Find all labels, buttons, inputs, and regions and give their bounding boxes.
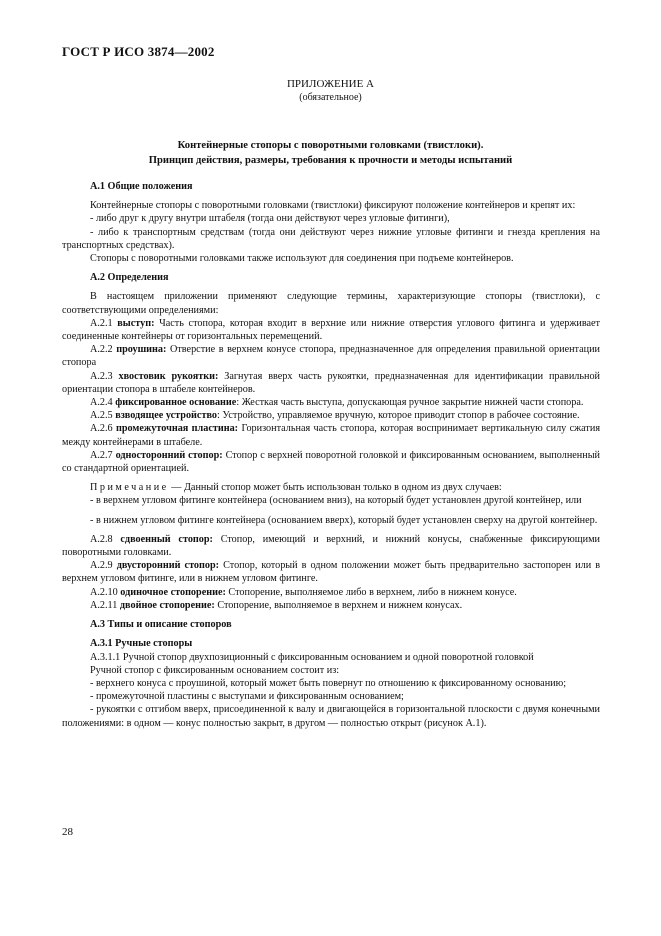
definition-a2-11: А.2.11 двойное стопорение: Стопорение, выполняемое в верхнем и нижнем конусах.	[90, 599, 463, 611]
definition-a2-8: А.2.8 сдвоенный стопор: Стопор, имеющий и верхний, и нижний конусы, снабженные фиксирующими поворотными головками.	[62, 533, 600, 559]
definition-a2-6: А.2.6 промежуточная пластина: Горизонтальная часть стопора, которая воспринимает вертикальную силу сжатия между контейнерами в штабеле.	[62, 423, 601, 448]
paragraph: Стопоры с поворотными головками также используют для соединения при подъеме контейнеров.	[90, 253, 514, 265]
page-number: 28	[62, 826, 73, 838]
section-heading-a2: А.2 Определения	[90, 272, 169, 284]
note: Примечание — Данный стопор может быть использован только в одном из двух случаев:	[90, 482, 502, 494]
definition-a2-4: А.2.4 фиксированное основание: Жесткая часть выступа, допускающая ручное закрытие нижней части стопора.	[90, 397, 584, 409]
note-list-item: - в нижнем угловом фитинге контейнера (основанием вверх), который будет установлен сверху на другой контейнер.	[90, 514, 598, 526]
document-title-line1: Контейнерные стопоры с поворотными головками (твистлоки).	[177, 140, 484, 151]
paragraph: Ручной стопор с фиксированным основанием состоит из:	[90, 664, 340, 676]
paragraph: Контейнерные стопоры с поворотными головками (твистлоки) фиксируют положение контейнеров и крепят их:	[90, 200, 576, 212]
definition-a2-10: А.2.10 одиночное стопорение: Стопорение, выполняемое либо в верхнем, либо в нижнем конусе.	[90, 586, 517, 598]
standard-header: ГОСТ Р ИСО 3874—2002	[62, 44, 215, 59]
subsection-heading-a3-1: А.3.1 Ручные стопоры	[90, 638, 193, 650]
definition-a2-5: А.2.5 взводящее устройство: Устройство, управляемое вручную, которое приводит стопор в рабочее состояние.	[90, 410, 580, 422]
definition-a2-9: А.2.9 двусторонний стопор: Стопор, который в одном положении может быть предварительно застопорен или в верхнем угловом фитинге, или в нижнем угловом фитинге.	[62, 560, 600, 585]
appendix-status: (обязательное)	[299, 92, 362, 103]
paragraph: А.3.1.1 Ручной стопор двухпозиционный с фиксированным основанием и одной поворотной головкой	[90, 651, 534, 663]
paragraph: В настоящем приложении применяют следующие термины, характеризующие стопоры (твистлоки), с соответствующими определениями:	[62, 291, 600, 316]
list-item: - верхнего конуса с проушиной, который может быть повернут по отношению к фиксированному основанию;	[90, 677, 567, 689]
note-list-item: - в верхнем угловом фитинге контейнера (основанием вниз), на который будет установлен другой контейнер, или	[90, 495, 582, 507]
definition-a2-2: А.2.2 проушина: Отверстие в верхнем конусе стопора, предназначенное для определения правильной ориентации стопора	[62, 344, 600, 369]
list-item: - либо друг к другу внутри штабеля (тогда они действуют через угловые фитинги),	[90, 213, 450, 225]
definition-a2-3: А.2.3 хвостовик рукоятки: Загнутая вверх часть рукоятки, предназначенная для идентификации правильной ориентации стопора в штабеле контейнеров.	[62, 370, 601, 395]
list-item: - промежуточной пластины с выступами и фиксированным основанием;	[90, 691, 404, 703]
document-body	[62, 180, 600, 730]
document-title	[40, 138, 621, 168]
definition-a2-7: А.2.7 односторонний стопор: Стопор с верхней поворотной головкой и фиксированным основанием, выполненный со стандартной ориентацией.	[62, 449, 600, 475]
appendix-heading	[0, 78, 661, 104]
list-item: - либо к транспортным средствам (тогда они действуют через нижние угловые фитинги и гнезда крепления на транспортных средствах).	[62, 226, 600, 251]
list-item: - рукоятки с отгибом вверх, присоединенной к валу и двигающейся в горизонтальной плоскости с двумя конечными положениями: в одном — конус полностью закрыт, в другом — полностью открыт (рисунок А.1).	[62, 704, 600, 729]
section-heading-a1: А.1 Общие положения	[90, 181, 193, 192]
definition-a2-1: А.2.1 выступ: Часть стопора, которая входит в верхние или нижние отверстия углового фитинга и удерживает соединенные контейнеры от горизонтальных перемещений.	[62, 317, 601, 343]
section-heading-a3: А.3 Типы и описание стопоров	[90, 619, 232, 631]
document-title-line2: Принцип действия, размеры, требования к прочности и методы испытаний	[148, 155, 513, 166]
appendix-title: ПРИЛОЖЕНИЕ А	[286, 78, 374, 90]
